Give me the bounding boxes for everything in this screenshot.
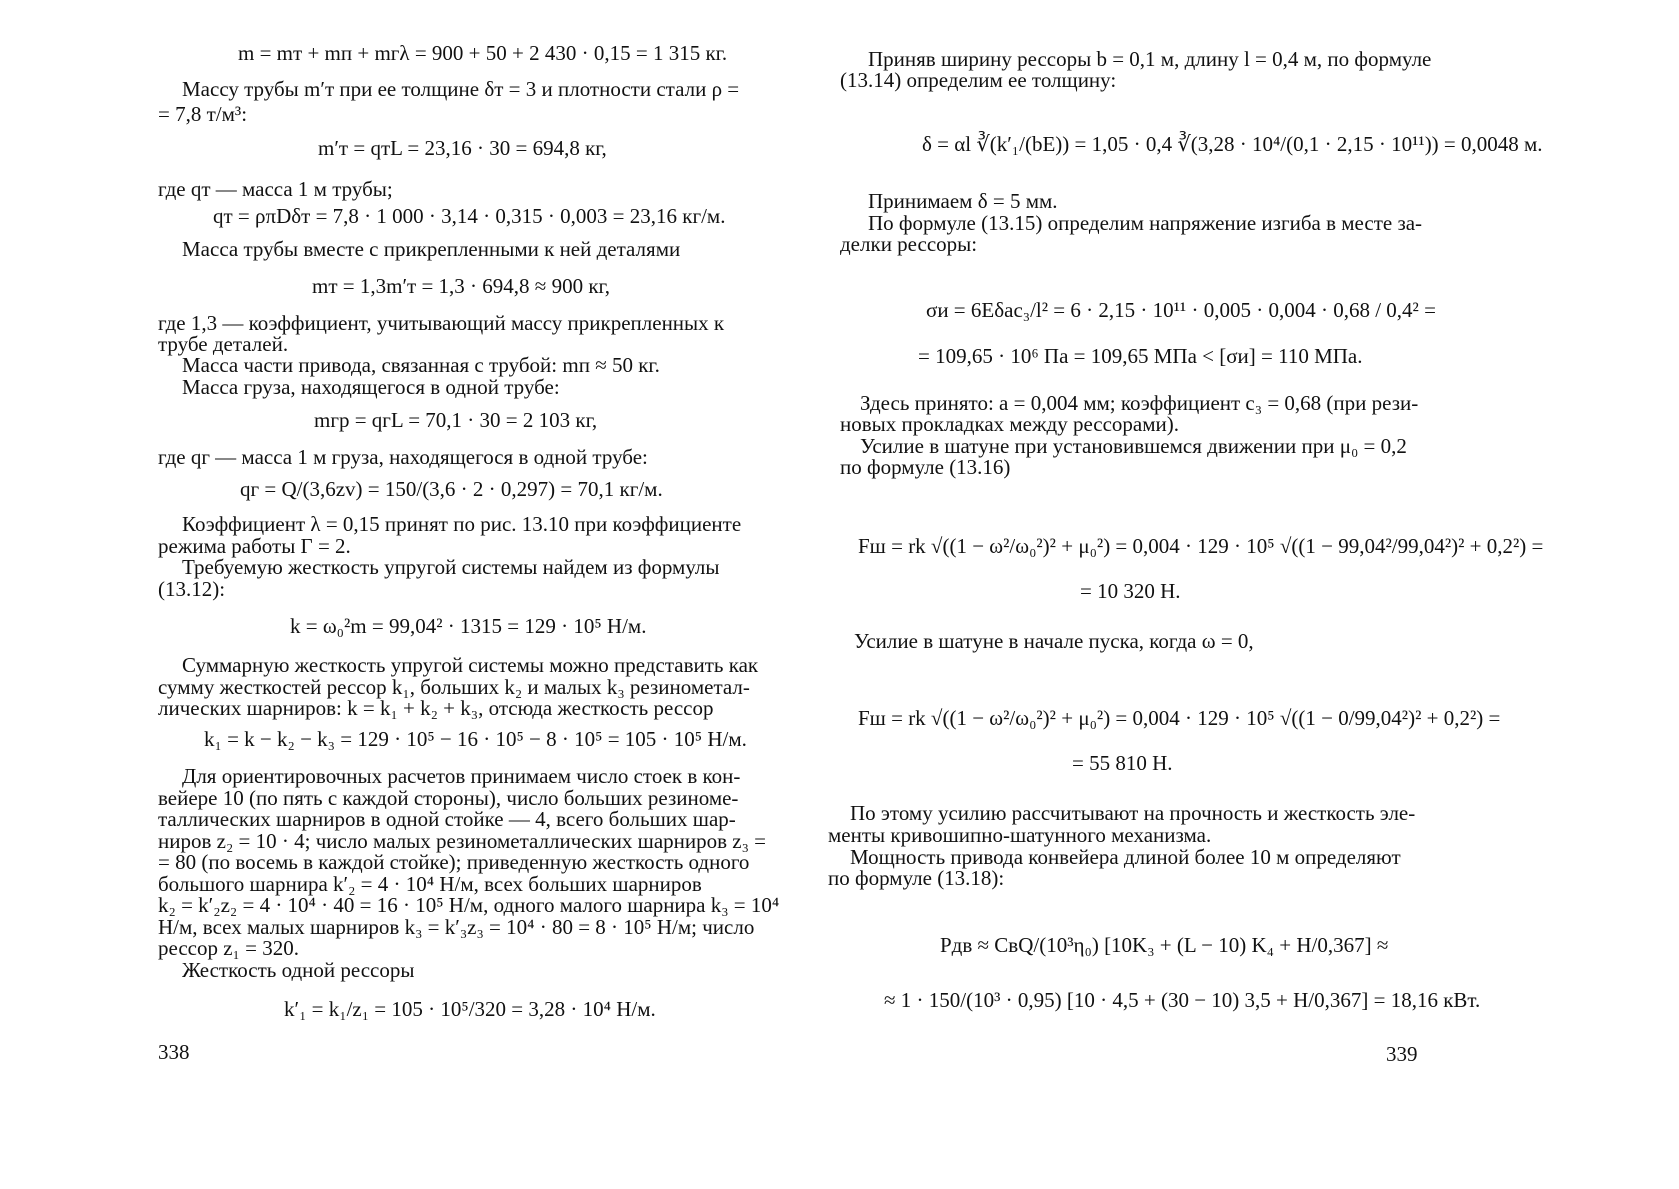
- formula-bending-stress: σи = 6Eδac₃/l² = 6 · 2,15 · 10¹¹ · 0,005 · 0,004 · 0,68 / 0,4² =: [926, 298, 1436, 322]
- formula-force-start-result: = 55 810 Н.: [1072, 751, 1173, 775]
- text-line: Н/м, всех малых шарниров k₃ = k′₃z₃ = 10⁴ · 80 = 8 · 10⁵ Н/м; число: [158, 915, 755, 939]
- text-line: таллических шарниров в одной стойке — 4, всего больших шар-: [158, 807, 736, 831]
- text-line: Здесь принято: a = 0,004 мм; коэффициент c₃ = 0,68 (при рези-: [860, 391, 1419, 415]
- formula-power: Pдв ≈ CвQ/(10³η₀) [10K₃ + (L − 10) K₄ + H/0,367] ≈: [940, 933, 1389, 957]
- formula-force-start: Fш = rk √((1 − ω²/ω₀²)² + μ₀²) = 0,004 · 129 · 10⁵ √((1 − 0/99,04²)² + 0,2²) =: [858, 706, 1501, 730]
- formula-total-mass: m = mт + mп + mгλ = 900 + 50 + 2 430 · 0,15 = 1 315 кг.: [238, 41, 728, 65]
- page-number: 339: [1386, 1042, 1418, 1066]
- formula-stiffness: k = ω₀²m = 99,04² · 1315 = 129 · 10⁵ Н/м.: [290, 614, 647, 638]
- text-line: вейере 10 (по пять с каждой стороны), число больших резиноме-: [158, 786, 739, 810]
- text-line: лических шарниров: k = k₁ + k₂ + k₃, отсюда жесткость рессор: [158, 696, 714, 720]
- text-line: сумму жесткостей рессор k₁, больших k₂ и малых k₃ резинометал-: [158, 675, 750, 699]
- text-line: По формуле (13.15) определим напряжение изгиба в месте за-: [868, 211, 1423, 235]
- text-line: Коэффициент λ = 0,15 принят по рис. 13.10 при коэффициенте: [182, 512, 742, 536]
- formula-force-steady-result: = 10 320 Н.: [1080, 579, 1181, 603]
- text-line: По этому усилию рассчитывают на прочность и жесткость эле-: [850, 801, 1416, 825]
- formula-bending-result: = 109,65 · 10⁶ Па = 109,65 МПа < [σи] = 110 МПа.: [918, 344, 1363, 368]
- text-line: большого шарнира k′₂ = 4 · 10⁴ Н/м, всех больших шарниров: [158, 872, 702, 896]
- text-line: рессор z₁ = 320.: [158, 936, 299, 960]
- text-line: Суммарную жесткость упругой системы можно представить как: [182, 653, 759, 677]
- text-line: по формуле (13.18):: [828, 866, 1005, 890]
- formula-pipe-mass: m′т = qтL = 23,16 · 30 = 694,8 кг,: [318, 136, 607, 160]
- formula-thickness: δ = αl ∛(k′₁/(bE)) = 1,05 · 0,4 ∛(3,28 · 10⁴/(0,1 · 2,15 · 10¹¹)) = 0,0048 м.: [922, 132, 1543, 156]
- text-line: Принимаем δ = 5 мм.: [868, 189, 1058, 213]
- text-line: = 7,8 т/м³:: [158, 102, 248, 126]
- text-line: Масса части привода, связанная с трубой: mп ≈ 50 кг.: [182, 353, 660, 377]
- formula-k1-prime: k′₁ = k₁/z₁ = 105 · 10⁵/320 = 3,28 · 10⁴ Н/м.: [284, 997, 656, 1021]
- text-line: где qг — масса 1 м груза, находящегося в одной трубе:: [158, 445, 648, 469]
- text-line: режима работы Г = 2.: [158, 534, 351, 558]
- formula-force-steady: Fш = rk √((1 − ω²/ω₀²)² + μ₀²) = 0,004 · 129 · 10⁵ √((1 − 99,04²/99,04²)² + 0,2²) =: [858, 534, 1544, 558]
- text-line: Для ориентировочных расчетов принимаем число стоек в кон-: [182, 764, 741, 788]
- formula-pipe-with-parts: mт = 1,3m′т = 1,3 · 694,8 ≈ 900 кг,: [312, 274, 611, 298]
- formula-cargo-mass: mгр = qгL = 70,1 · 30 = 2 103 кг,: [314, 408, 598, 432]
- text-line: Требуемую жесткость упругой системы найдем из формулы: [182, 555, 720, 579]
- text-line: менты кривошипно-шатунного механизма.: [828, 823, 1212, 847]
- formula-k1: k₁ = k − k₂ − k₃ = 129 · 10⁵ − 16 · 10⁵ − 8 · 10⁵ = 105 · 10⁵ Н/м.: [204, 727, 747, 751]
- text-line: Мощность привода конвейера длиной более 10 м определяют: [850, 845, 1401, 869]
- text-line: k₂ = k′₂z₂ = 4 · 10⁴ · 40 = 16 · 10⁵ Н/м, одного малого шарнира k₃ = 10⁴: [158, 893, 780, 917]
- text-line: Приняв ширину рессоры b = 0,1 м, длину l = 0,4 м, по формуле: [868, 47, 1432, 71]
- text-line: по формуле (13.16): [840, 455, 1011, 479]
- text-line: делки рессоры:: [840, 232, 978, 256]
- text-line: (13.12):: [158, 577, 226, 601]
- text-line: где 1,3 — коэффициент, учитывающий массу прикрепленных к: [158, 311, 725, 335]
- text-line: Масса груза, находящегося в одной трубе:: [182, 375, 560, 399]
- text-line: ниров z₂ = 10 · 4; число малых резинометаллических шарниров z₃ =: [158, 829, 767, 853]
- text-line: (13.14) определим ее толщину:: [840, 68, 1117, 92]
- formula-power-result: ≈ 1 · 150/(10³ · 0,95) [10 · 4,5 + (30 − 10) 3,5 + H/0,367] = 18,16 кВт.: [884, 988, 1481, 1012]
- text-line: новых прокладках между рессорами).: [840, 412, 1180, 436]
- text-line: Масса трубы вместе с прикрепленными к ней деталями: [182, 237, 681, 261]
- text-line: трубе деталей.: [158, 332, 289, 356]
- text-line: = 80 (по восемь в каждой стойке); приведенную жесткость одного: [158, 850, 750, 874]
- page-number: 338: [158, 1040, 190, 1064]
- text-line: где qт — масса 1 м трубы;: [158, 177, 393, 201]
- formula-q-cargo: qг = Q/(3,6zv) = 150/(3,6 · 2 · 0,297) = 70,1 кг/м.: [240, 477, 663, 501]
- formula-q-pipe: qт = ρπDδт = 7,8 · 1 000 · 3,14 · 0,315 · 0,003 = 23,16 кг/м.: [213, 204, 726, 228]
- text-line: Усилие в шатуне в начале пуска, когда ω = 0,: [854, 629, 1254, 653]
- text-line: Массу трубы m′т при ее толщине δт = 3 и плотности стали ρ =: [182, 77, 740, 101]
- text-line: Усилие в шатуне при установившемся движении при μ₀ = 0,2: [860, 434, 1407, 458]
- text-line: Жесткость одной рессоры: [182, 958, 415, 982]
